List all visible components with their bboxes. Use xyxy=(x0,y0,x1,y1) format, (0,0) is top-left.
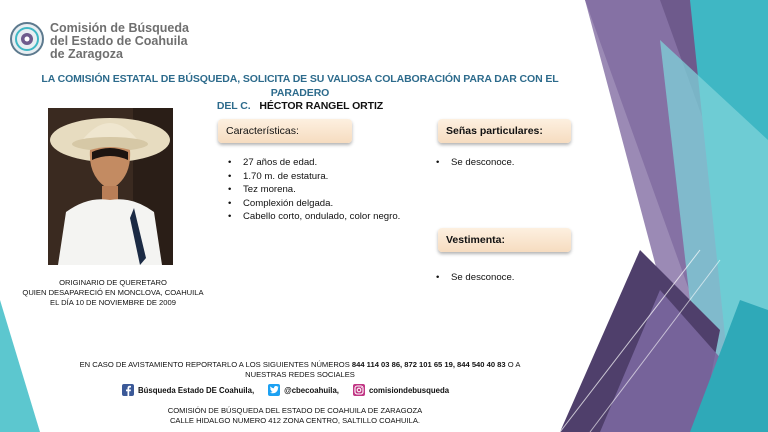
clothing-header: Vestimenta: xyxy=(438,228,571,252)
list-item: • Complexión delgada. xyxy=(228,197,334,209)
characteristic-hair: Cabello corto, ondulado, color negro. xyxy=(243,211,401,222)
sighting-notice-suffix: O A xyxy=(507,360,521,369)
characteristics-header: Características: xyxy=(218,119,352,143)
caption-disappeared: QUIEN DESAPARECIÓ EN MONCLOVA, COAHUILA xyxy=(22,288,204,297)
sighting-notice xyxy=(40,360,560,380)
list-item: • 1.70 m. de estatura. xyxy=(228,170,329,182)
commission-logo-icon xyxy=(10,22,44,56)
organization-name xyxy=(50,22,230,61)
clothing-value: Se desconoce. xyxy=(451,272,515,283)
headline-prefix: DEL C. xyxy=(216,100,251,112)
sighting-notice-prefix: EN CASO DE AVISTAMIENTO REPORTARLO A LOS SIGUIENTES NÚMEROS xyxy=(79,360,350,369)
characteristic-build: Complexión delgada. xyxy=(243,197,334,209)
sighting-notice-line2: NUESTRAS REDES SOCIALES xyxy=(245,370,355,379)
characteristic-age: 27 años de edad. xyxy=(243,157,318,168)
missing-person-photo xyxy=(48,108,173,265)
teal-left-corner xyxy=(0,300,40,432)
photo-caption xyxy=(8,278,218,308)
list-item: • Cabello corto, ondulado, color negro. xyxy=(228,211,401,222)
facebook-icon[interactable] xyxy=(122,384,134,396)
list-item: • Tez morena. xyxy=(228,184,296,195)
sighting-notice-line1 xyxy=(40,360,560,370)
address-block xyxy=(110,406,480,425)
org-name-line3: de Zaragoza xyxy=(50,47,123,61)
facebook-link[interactable]: Búsqueda Estado DE Coahuila, xyxy=(138,385,255,395)
characteristic-height: 1.70 m. de estatura. xyxy=(243,170,329,182)
distinguishing-mark-value: Se desconoce. xyxy=(451,157,515,168)
twitter-link[interactable]: @cbecoahuila, xyxy=(284,385,339,395)
caption-date: EL DÍA 10 DE NOVIEMBRE DE 2009 xyxy=(50,298,176,307)
instagram-icon[interactable] xyxy=(353,384,365,396)
instagram-link[interactable]: comisiondebusqueda xyxy=(368,385,450,395)
caption-origin: ORIGINARIO DE QUERETARO xyxy=(59,278,167,287)
clothing-list xyxy=(436,271,514,285)
social-links xyxy=(122,384,449,396)
headline-line1: LA COMISIÓN ESTATAL DE BÚSQUEDA, SOLICITA DE SU VALIOSA COLABORACIÓN PARA DAR CON EL PARADERO xyxy=(41,73,559,99)
list-item: • Se desconoce. xyxy=(436,157,515,168)
org-name-line1: Comisión de Búsqueda xyxy=(50,21,189,35)
org-name-line2: del Estado de Coahuila xyxy=(50,34,188,48)
missing-person-name: HÉCTOR RANGEL ORTIZ xyxy=(259,100,384,112)
distinguishing-marks-header: Señas particulares: xyxy=(438,119,571,143)
list-item: • 27 años de edad. xyxy=(228,157,318,168)
contact-phone-numbers[interactable]: 844 114 03 86, 872 101 65 19, 844 540 40 83 xyxy=(351,360,506,369)
address-line1: COMISIÓN DE BÚSQUEDA DEL ESTADO DE COAHUILA DE ZARAGOZA xyxy=(167,406,423,415)
twitter-icon[interactable] xyxy=(268,384,280,396)
distinguishing-marks-list xyxy=(436,156,514,170)
address-line2: CALLE HIDALGO NUMERO 412 ZONA CENTRO, SALTILLO COAHUILA. xyxy=(169,415,421,425)
list-item: • Se desconoce. xyxy=(436,272,515,283)
characteristics-list xyxy=(228,156,400,224)
characteristic-skin: Tez morena. xyxy=(243,184,296,195)
